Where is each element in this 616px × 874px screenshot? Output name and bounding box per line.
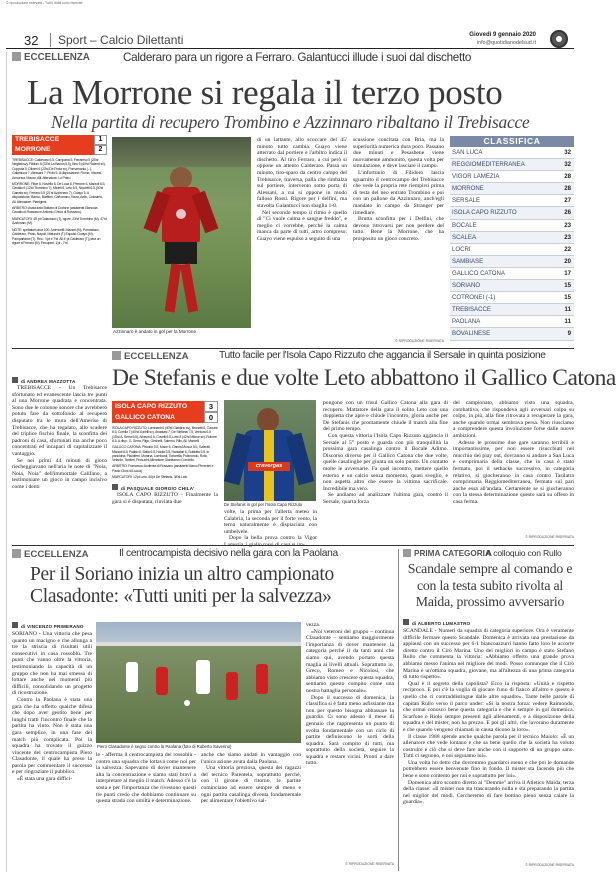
photo-shirt-text: cravergas: [248, 462, 290, 471]
section-title: Sport – Calcio Dilettanti: [58, 33, 184, 47]
article2-body-col2: volte, la prima per l'allerta meteo in Calabria, la seconda per il forte vento, la terna naturalmente è dispiaciuta con umbelvele. Dopo la bella prova contro la Vigor: [224, 509, 317, 542]
article4-copyright: © RIPRODUZIONE RISERVATA: [525, 863, 574, 867]
article1-body-col1: TREBISACCE - Un Trebisacce sfortunato ed evanescente lascia tre punti al una Morrone quadrata e concentrata. Sono due le colonne sonore che avrebbero potuto fare da sottofondo al recupero disputato tra le mura dell'Amerise di Trebisacce, che ha regalato, allo scadere del triplice fischio finale, la sconfitta dei padroni di casa, sfortunati ma anche poco concentrati ed incapaci di capitalizzare il vantaggio. Se nei primi 44 minuti di gioco riecheggiavano nell'aria le note di "Noia, Noia, Noia" dell'immortale Califano, a testimoniare un gioco in campo incisivo come i denti: [12, 385, 107, 490]
article3-photo-caption: Piero Clasadonte è segno contro la Paolana (foto di Roberto Saverino): [97, 744, 232, 749]
standings-points: 28: [564, 173, 571, 181]
article1-headline: La Morrone si regala il terzo posto: [27, 73, 503, 112]
article2-byline: di PASQUALE GIORGIO CHILA': [112, 484, 195, 491]
article1-photo-caption: Azzinnaro è andato in gol per la Morrone: [113, 329, 196, 334]
article2-tabellino: ISOLA CAPO RIZZUTO: Lambardi 6 (40'st Giardino sv), Brunetti 6, Cavone 6.5, Corrillo 7 (40'st Zonelli sv), Anastasi 7, De Stefanis 7.5, Ventura 6.5 (15'st A. Serra 6.5), Arbeza 6.5, Coveili 6.5, Leto 8 (42'st Milone sv), Robore 6.5. A disp.: G. Serra, Rigo, Gesbelli, Salerno, Fillo, Ali. Marcelli GALLICO CATONA: Piroddo 5.5, Mace 6, Garcia Munoz 5.5, Galeotti, Marzoli 6.5, Potiiso 6, Balla 6.5, Hodia 5.5, Haniafari 6, Sottlotta 5.5. In panchina: Pizzaferri, Morana, Lombardi, Tortorella, Polimondo, Rota, Velardo, Tamieri, Prosucini Allenatore Gianfranco Condello. ARBITRO: Francesco Aurilenta di Rossano (assistenti Marco Pimentel e Paolo Cinni di Lucca). MARCATORI: 12'pt Leto, 40'pt De Stefanis, 38'st Leto: [112, 426, 218, 479]
standings-team: SAMBIASE: [452, 257, 484, 265]
article1-copyright: © RIPRODUZIONE RISERVATA: [395, 339, 444, 343]
standings-row: [450, 195, 574, 207]
standings-team: SCALEA: [452, 233, 477, 241]
article2-photo-caption: De Stefanis in gol per l'Isola Capo Rizzuto: [224, 502, 303, 507]
standings-title: CLASSIFICA: [450, 136, 574, 147]
article3-body-col1: SORIANO - Una vittoria che pesa quanto un macigno e che allunga a tre la striscia di risultati utili consecutivi in casa rossoblù. Tre punti che vanno oltre la vittoria, testimoniando la capacità di un gruppo che non ha mai smesso di lottare anche nei momenti più difficili, consolidando un progetto di ricostruzione. Contro la Paolana è stata una gara che ha offerto qualche difesa che dopo aver gestito bene per lunghi tratti l'incontro finale che la partita ha vinto. Non è stata una gara semplice, in una fase del match più complicata. Poi la squadra ha trovato il guizzo vincente del centrocampista Piero Clasadonte, il quale ha preso la parola per commentare il successo e per ringraziare il pubblico. «È stata una gara diffici-: [12, 631, 92, 783]
standings-team: MORRONE: [452, 185, 484, 193]
page-header: [6, 30, 574, 49]
article3-photo: [96, 622, 301, 743]
standings-team: SORIANO: [452, 282, 481, 290]
byline-square-icon: [403, 619, 409, 625]
standings-row: [450, 244, 574, 256]
standings-table: [450, 136, 574, 341]
standings-points: 27: [564, 197, 571, 205]
standings-points: 32: [564, 149, 571, 156]
standings-team: GALLICO CATONA: [452, 269, 505, 277]
standings-points: 11: [564, 306, 571, 314]
home-team: ISOLA CAPO RIZZUTO: [112, 401, 204, 412]
article1-body-col3: scussione concitata con Bria, ma la superiorità numerica dura poco. Passano due minuti e Pesasbene viene nuovamente ammonito, questa volta per simulazione, e deve lasciare il campo. L'infortunio di Filidoro lascia sguarnito il centrocampo del Trebisacce che vede la propria rete riempirsi prima di testa del neo entrato Trombino e poi con un pallone da Azzinnaro, anch'egli mandato in campo da Stranger per rimediare. Brutta sconfitta per i Delfini, che devono ritrovarsi per non perdere del tutto. Bene la Morrone, che ha prosposito un gioco concreto.: [353, 137, 444, 242]
standings-points: 23: [564, 221, 571, 229]
article1-kicker: Calderaro para un rigore a Ferraro. Galantucci illude i suoi dal dischetto: [123, 51, 472, 64]
standings-team: COTRONEI (-1): [452, 294, 496, 302]
article3-headline2: Clasadonte: «Tutti uniti per la salvezza»: [30, 586, 332, 607]
away-team: GALLICO CATONA: [112, 412, 204, 423]
standings-team: REGGIOMEDITERRANEA: [452, 161, 525, 169]
standings-team: SAN LUCA: [452, 149, 483, 156]
scoreboard-trebisacce-morrone: [12, 135, 107, 155]
standings-team: SERSALE: [452, 197, 481, 205]
article1-category: ECCELLENZA: [12, 52, 90, 63]
article2-headline: De Stefanis e due volte Leto abbattono il Gallico Catona: [112, 365, 616, 391]
standings-row: [450, 256, 574, 268]
standings-points: 32: [564, 161, 571, 169]
standings-team: LOCRI: [452, 245, 471, 253]
home-goals: 1: [94, 135, 107, 145]
article3-headline1: Per il Soriano inizia un altro campionato: [30, 564, 334, 585]
standings-points: 9: [567, 330, 571, 338]
article3-body-col2: le - afferma il centrocampista dei rossoblù - contro una squadra che lottava come noi per la salvezza. Sapevamo di dover mantenere alta la concentrazione e siamo stati bravi a interpretare al meglio il match. Adesso c'è la sosta e per l'importanza che rivestono questi tre punti credo che dobbiamo continuare su questa strada con umiltà e determinazione.: [96, 752, 196, 805]
standings-team: TREBISACCE: [452, 306, 491, 314]
standings-row: [450, 147, 574, 159]
byline-square-icon: [12, 377, 18, 383]
scoreboard-isola-gallico: [112, 401, 218, 423]
standings-rows: [450, 147, 574, 341]
standings-points: 11: [564, 318, 571, 326]
standings-row: [450, 159, 574, 171]
category-square-icon: [403, 549, 411, 557]
standings-row: [450, 207, 574, 219]
article4-byline: di ALBERTO LUMASTRO: [403, 619, 470, 626]
home-goals: 3: [204, 401, 218, 412]
article3-byline: di VINCENZO PRIMERANO: [12, 622, 84, 629]
standings-team: VIGOR LAMEZIA: [452, 173, 500, 181]
standings-points: 28: [564, 185, 571, 193]
article3-category: ECCELLENZA: [12, 549, 89, 560]
article3-body-col4: vezza. «Noi veteroni del gruppo – continua Clasadonte – sentiamo maggiormente l'importanza di dover mantenere la categoria perché il da tanti anni che siamo qui, avendo portato questa maglia ai livelli attuali. Soprattutto io, Greco, Romeo e Nicolosi, che abbiamo visto crescere questa squadra, sentiamo questo compito come una nostra battaglia personale». Dopo il successo di domenica, la classifica si è fatta meno asfissiante ma non per questo bisogna abbassare la guardia. Ci sono adesso il mese di gennaio che rappresenta un punto di svolta fondamentale con un ciclo di partite definiscono le sorti della squadra. Sarà compito di tutti, ma soprattutto della società, seguire la squadra e restare vicini. Pronti a dare tutto.: [306, 622, 394, 767]
standings-row: [450, 183, 574, 195]
standings-row: [450, 328, 574, 340]
standings-team: PAOLANA: [452, 318, 481, 326]
standings-team: BOCALE: [452, 221, 477, 229]
home-team: TREBISACCE: [12, 135, 94, 145]
header-date: Giovedì 9 gennaio 2020: [469, 32, 536, 38]
article2-body-col3: pongono con un trisul Gallico Catona alla gara di recupero. Mattatore della gara il solito Leto con una doppietta che apre e chiude l'incontro, gloria anche per De Stefanis che prontamente chiude il match alla fine del primo tempo. Con questa vittoria l'Isola Capo Rizzuto aggancia il Sersale al 5° posto e guarda con più tranquillità la prossima gara casalinga contro il Bocale Adimo. Discorso diverso per il Gallico Catona che due volte, quelle casalinghe per giunta un solo punto. Un contatto molte le avversarie. Fa quel incontro, mettere quello esterno e un calcio senza momento, quasi sveglio, e non aspetta altro che essere la vittima sacrificale. Incredibile ma vero. Se andiamo ad analizzare l'ultima gara, contro il Sersale, quarta forza: [323, 400, 448, 505]
page-number: 32: [24, 33, 39, 48]
header-email: info@quotidianodelsud.it: [476, 40, 536, 46]
article1-subhead: Nella partita di recupero Trombino e Azzinnaro ribaltano il Trebisacce: [51, 112, 530, 132]
standings-points: 23: [564, 233, 571, 241]
standings-points: 22: [564, 245, 571, 253]
article2-copyright: © RIPRODUZIONE RISERVATA: [525, 535, 574, 539]
standings-row: [450, 292, 574, 304]
article3-kicker: Il centrocampista decisivo nella gara con la Paolana: [119, 548, 338, 559]
away-goals: 2: [94, 145, 107, 155]
article2-body-col4: del campionato, abbiamo visto una squadra, combattiva, che rispondeva agli avversari colpo su colpo, in più, alla fine ritrovata a recuperare la gara, anche quando ormai sembrava persa. Non riusciamo a comprendere questa involuzione forse dalle nuove ambizioni. Adesso le prossime due gare saranno terribili e importantissime, per non essere risucchiati nel mucchio dei play out, dovranno si andare a San Luca e comprimaria della classe, che in casa è stato fermato, poi il setbacks successivo, in categoria relativo, si giocheranno in casa contro Tasilatra comprimaria Reggiomediterranea, fermata sul pari anche essa all'andata. Certamente se si giocheranno con la stessa determinazione questo sarà su offeso in casa ferma.: [453, 400, 574, 505]
article4-body: SCANDALE - Numeri da squadra di categoria superiore. Ora è veramente difficile fermare questo Scandale. Domenica è arrivata una prestazione da applausi con un successo per 6-1 biancoazzurri hanno fatto loro le accorte diretto contro il Cirò Marina. Uno dei migliori in campo è stato Stefano Rullo che commenta la vittoria: «Abbiamo offerto una grande prova abbiamo messo l'anima nel migliore dei modi. Posso comunque che il Cirò Marina è un'ottima squadra, giovane, ma all'altezza di una prima categoria di tutto rispetto». Qual è il segreto della capolista? Ecco la risposta: «Unità e rispetto reciproco. E poi c'è la voglia di giocare l'uno di fianco all'altro e questo è quello che ci contraddistingue dalle altre squadre». Tante belle parole di capitan Rullo verso il parco under: «Sì la nostra forza: vedere Raimondo, che ormai conosco bene questa categoria e che è sempre in gol domenica. Scarfone e Riolo sempre presenti agli allenamenti, e a disposizione della squadra e del mister, non ha prezzo. E poi gli altri, che lavorano duramente e che quando vengono chiamati in causa dicono la loro». Il classe 1988 spende anche qualche parola per il tecnico Maiolo: «È un allenatore che vede lontano e che sa bene quello che la società ha voluto costruire e ciò che si deve fare anche con il supporto di un gruppo sano. Tutti ci seguono, e noi seguiamo lui». Una volta ho detto che dovremmo guardarci meno e che poi le domande potrebbero essere benvenute fino in fondo. Il mister sta facendo più che bene e sono contento per noi e soprattutto per lui». Domenica altro scontro diretto al "Demme" arriva il Atletico Maida, terza della classe: «Il mister non sta trascurando nulla e sta preparando la partita nel miglior dei modi. Cercheremo di fare bottino pieno senza calare la guardia».: [403, 628, 574, 806]
article1-tabellino: TREBISACCE: Calderaro 6.5, Campana 5, Ferrareso 5 (26'st Negliati sv), Filidoro 6 (33'st La Banca 5.5), Brio 6 (40'st Roland sv), Coppola 5, Olivieri 6 (23'st De Poda sv), Pomamanio (...), Galantucci 7, Alessani 7, Proto 5. A disposizione: Rome, Viscesi, Annunsa, Mauro, Alli. Allenatore: Lo Potro. MORRONE: Filice 6, Novello 6, De Luca 6, Perrone 6, Marzoli 6.5, Cavallo 6 (12'st Trombino 7), Micieli 6, Leto 6.5, Nicoletti 6.5 (30'st Garrafa sv), Ferraro 5.5 (21'st Azzinnaro 7), Guayo 5. A disposizione: Banco, Barbieri, Carbonaro, Vizza, Aello, Colosimo, Ali. Allenatore: Pianiginni. ARBITRO: Assicurato Bottaro di Crotone (assistenti Giancola Cavallo di Rossano e Antonio Greco di Rossano). MARCATORI: 45' pt Galantucci (T), rigore, 23'st Trombino (M), 47'st Azzinnaro (M). NOTE: spettatori circa 100. Ammoniti: Mazzei (M), Pomastaro, Calderaro, Proto, Napoli, Malucchi (T) Espulsi: Guayo (M), Pamparlame (T). Rec.: 1'pt e 7'st. All 4' pt Calderaro (T) para un rigore a Ferraro (M). Recuperi: 1'pt - 7'st: [12, 158, 107, 245]
article2-body-col1: ISOLA CAPO RIZZUTO - Finalmente la gara si è disputata, rinviata due: [112, 492, 218, 505]
standings-team: ISOLA CAPO RIZZUTO: [452, 209, 517, 217]
away-goals: 0: [204, 412, 218, 423]
article4-category: PRIMA CATEGORIA: [403, 549, 491, 558]
article4-headline: Scandale sempre al comando e con la testa subito rivolta al Maida, prossimo avversario: [407, 561, 573, 609]
category-square-icon: [12, 549, 21, 558]
article2-category: ECCELLENZA: [112, 351, 189, 362]
standings-points: 20: [564, 257, 571, 265]
byline-square-icon: [112, 484, 118, 490]
away-team: MORRONE: [12, 145, 94, 155]
standings-row: [450, 268, 574, 280]
article3-body-col3: anche che siamo andati in vantaggio con l'unica azione avuta dalla Paolana. Una vittoria preziosa, questa dei ragazzi del tecnico Parentela, soprattutto perché, con il girone di ritorno, le partite cominciano ad essere sempre di meno e ogni partita casalinga diventa fondamentale per alimentare l'obiettivo sal-: [201, 752, 301, 805]
standings-points: 26: [564, 209, 571, 217]
article2-photo: [224, 400, 316, 501]
article2-kicker: Tutto facile per l'Isola Capo Rizzuto che aggancia il Sersale in quinta posizione: [219, 350, 546, 361]
byline-square-icon: [12, 622, 18, 628]
standings-row: [450, 232, 574, 244]
standings-points: 15: [564, 294, 571, 302]
article3-copyright: © RIPRODUZIONE RISERVATA: [345, 862, 394, 866]
standings-points: 17: [564, 269, 571, 277]
top-notice: © riproduzione riservata - Tutti i diritti sono riservati: [6, 1, 83, 5]
newspaper-logo-icon: [550, 30, 568, 48]
article1-photo: [112, 137, 251, 328]
article1-body-col2: di un lattante, allo scoccare del 45' minuto tutto cambia. Guayo viene atterrato dal portiere e l'arbitro indica il dischetto. Al tiro Ferraro, a cui però si oppone un attento Calderaro. Passa un minuto, tiro-sparo da centro campo del Trebisacce, traversa, palla che rimbalza sul portiere, intervento sotto porta di Alessani, a cui si oppone in modo falloso Rossi. Rigore per i delfini, ma stavolta Galantucci non sbaglia 1-0. Nel secondo tempo il ritmo è quello di "Ci vuole calma e sangue freddo", e meglio ci vorrebbe, perché la calma manca da parte di tutti, artro compreso: Guayo viene espulso a seguito di una: [257, 137, 347, 242]
standings-points: 15: [564, 282, 571, 290]
standings-row: [450, 304, 574, 316]
category-square-icon: [112, 351, 121, 360]
standings-row: [450, 280, 574, 292]
category-square-icon: [12, 52, 21, 61]
article1-byline: di ANDREA MAZZOTTA: [12, 377, 75, 384]
standings-row: [450, 220, 574, 232]
standings-row: [450, 316, 574, 328]
article4-kicker: A colloquio con Rullo: [486, 548, 562, 558]
standings-row: [450, 171, 574, 183]
standings-team: BOVALINESE: [452, 330, 491, 338]
